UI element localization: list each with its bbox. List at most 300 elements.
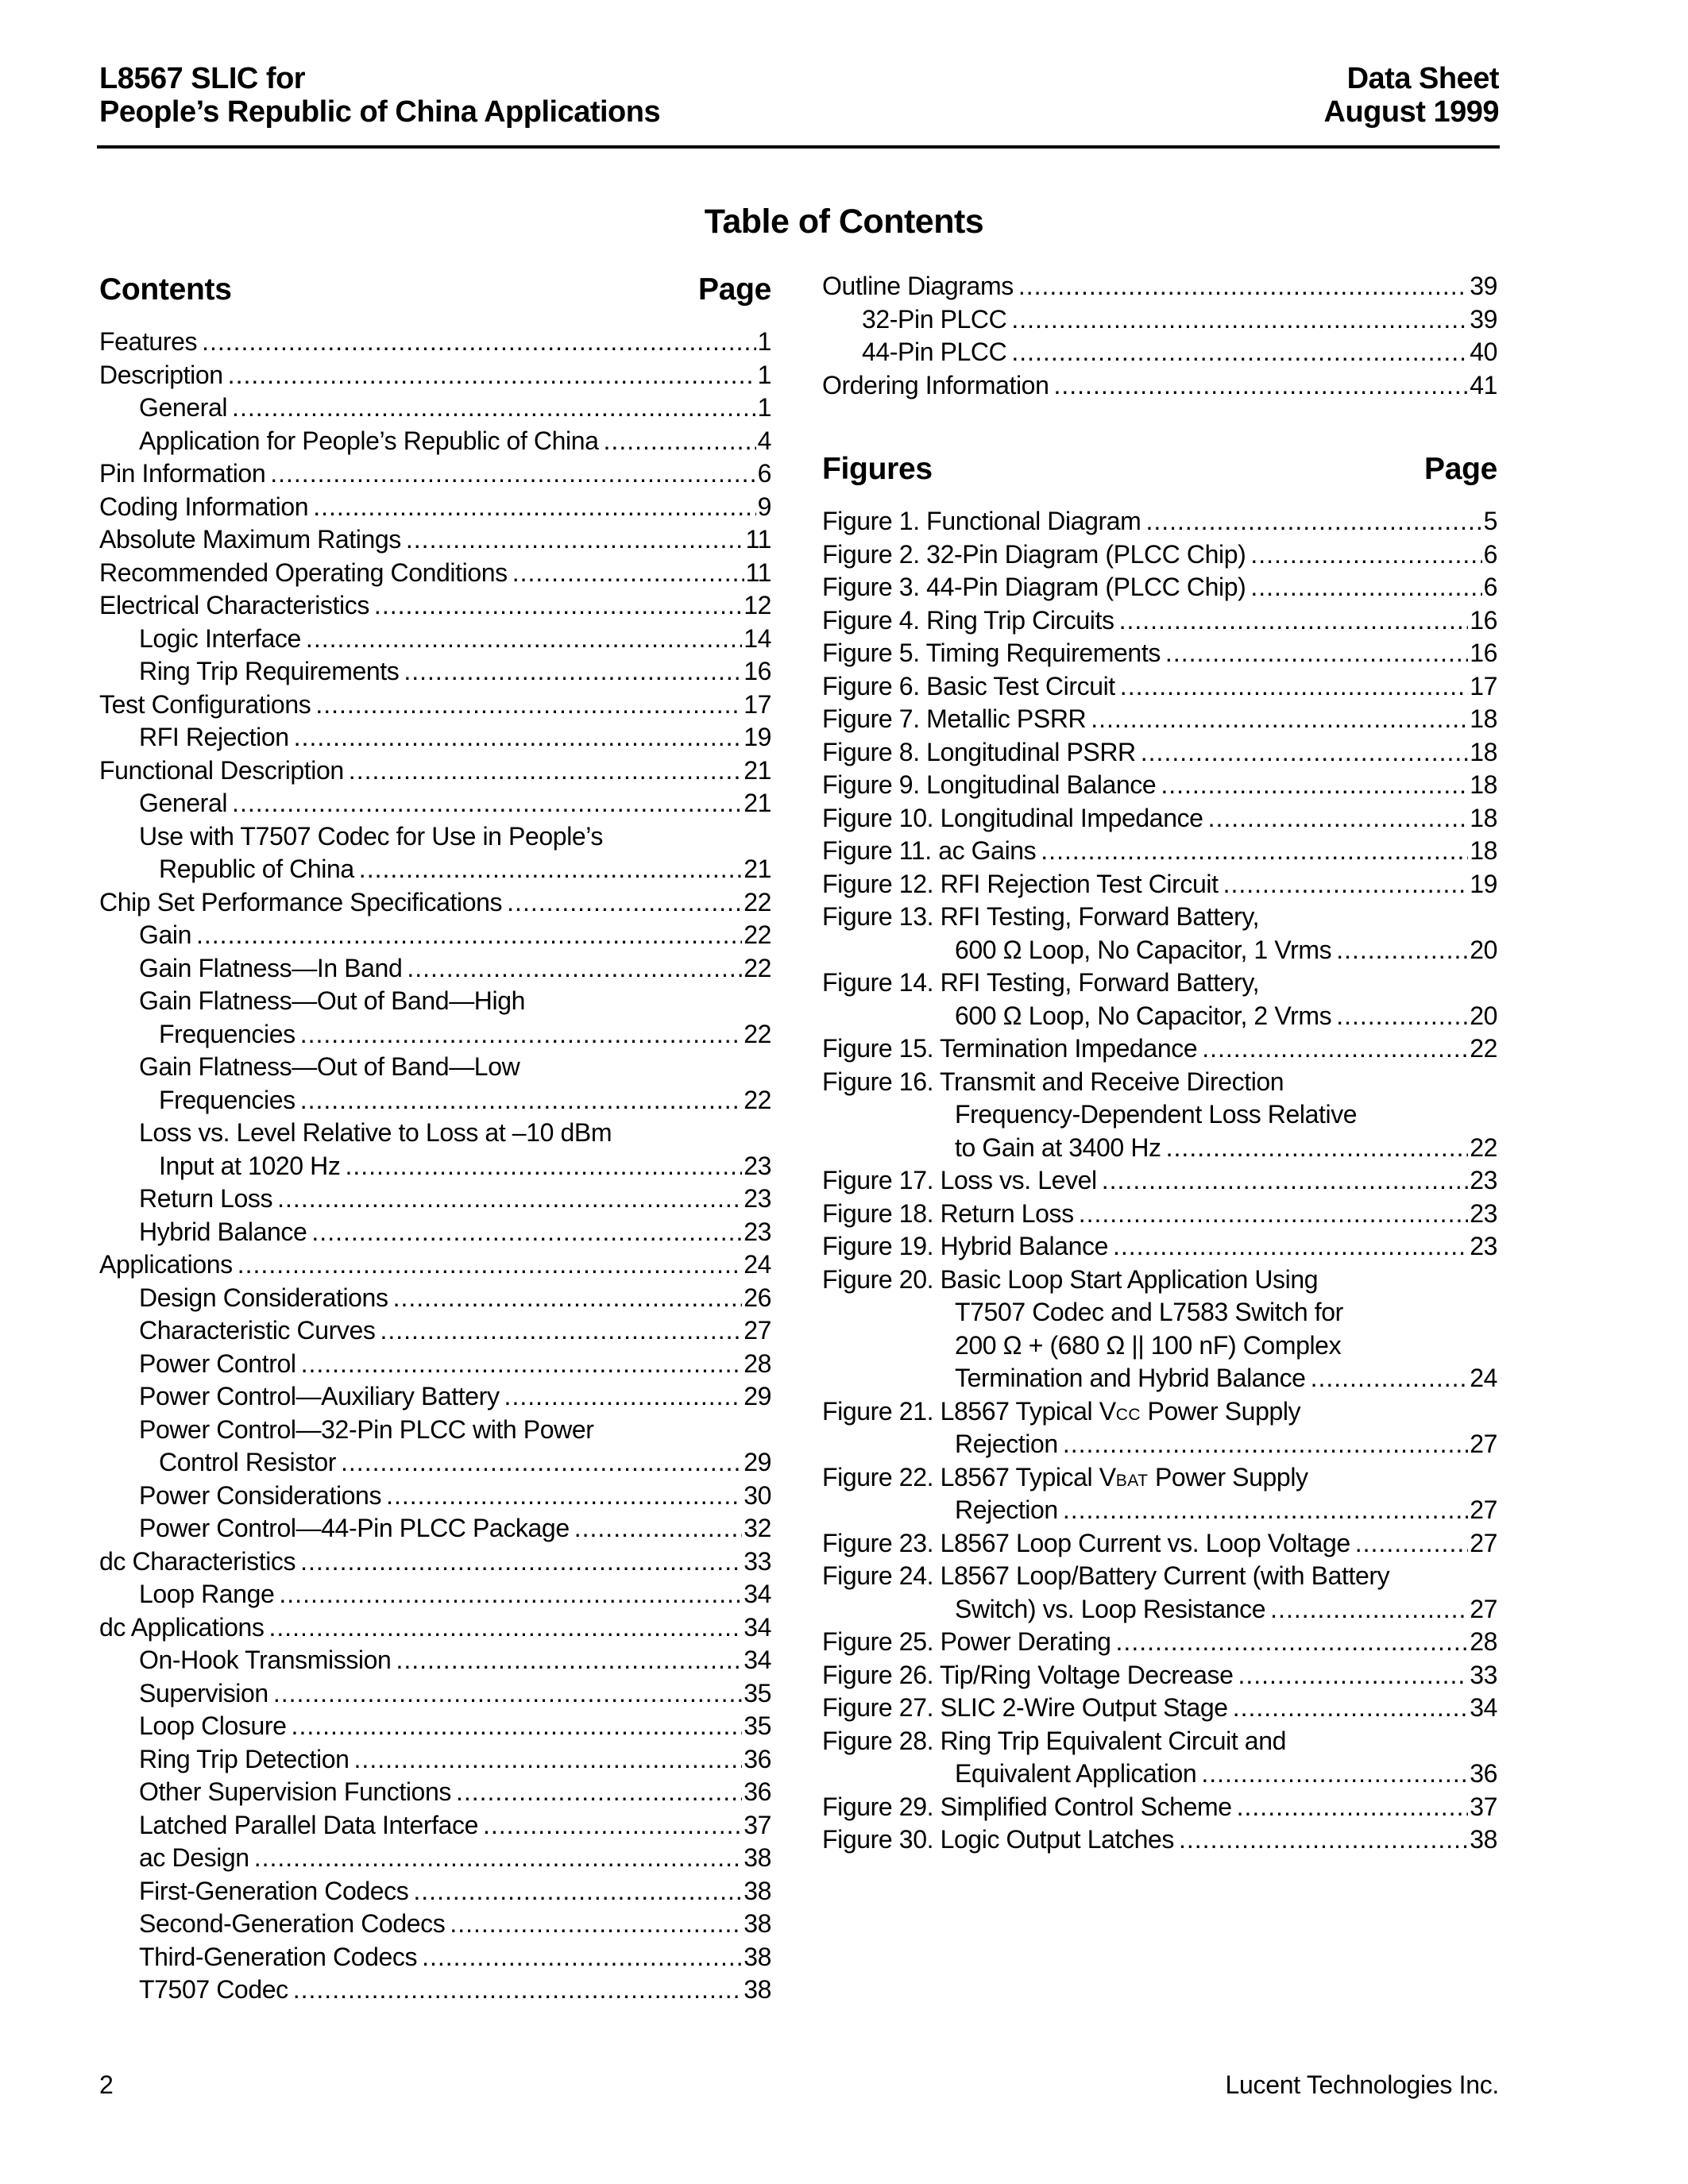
figure-entry[interactable] [822, 1000, 1497, 1033]
entry-page-number: 34 [1470, 1693, 1497, 1722]
entry-label: General [139, 789, 228, 817]
entry-page-number: 17 [1470, 671, 1497, 700]
entry-page-number: 11 [745, 525, 771, 554]
toc-entry[interactable] [99, 589, 771, 623]
toc-entry[interactable] [99, 1578, 771, 1611]
entry-label: Frequencies [159, 1019, 295, 1048]
toc-entry[interactable] [822, 369, 1497, 403]
toc-entry [99, 1117, 771, 1150]
dot-leader [279, 1578, 742, 1611]
dot-leader [268, 1611, 742, 1645]
entry-page-number: 36 [744, 1777, 771, 1806]
entry-label: Figure 17. Loss vs. Level [822, 1166, 1097, 1194]
toc-entry[interactable] [99, 1084, 771, 1117]
entry-label: Figure 3. 44-Pin Diagram (PLCC Chip) [822, 573, 1246, 601]
entry-page-number: 38 [744, 1975, 771, 2004]
figure-entry [822, 1725, 1497, 1758]
toc-entry [99, 985, 771, 1018]
entry-label: Figure 14. RFI Testing, Forward Battery, [822, 968, 1260, 997]
entry-label: Ring Trip Requirements [139, 657, 400, 685]
entry-label: Termination and Hybrid Balance [955, 1364, 1306, 1392]
toc-entry[interactable] [99, 1512, 771, 1545]
dot-leader [456, 1776, 742, 1809]
dot-leader [238, 1248, 742, 1282]
toc-entry[interactable] [99, 1776, 771, 1809]
entry-label: Power Control—44-Pin PLCC Package [139, 1514, 570, 1542]
entry-page-number: 21 [744, 789, 771, 817]
entry-page-number: 6 [1483, 573, 1497, 601]
figure-entry[interactable] [822, 1791, 1497, 1824]
figure-entry [822, 1264, 1497, 1297]
entry-label: Power Considerations [139, 1480, 382, 1510]
entry-label: Figure 8. Longitudinal PSRR [822, 737, 1136, 766]
entry-label: ac Design [139, 1843, 249, 1872]
entry-label: Rejection [955, 1495, 1058, 1524]
toc-entry[interactable] [99, 1908, 771, 1941]
toc-entry[interactable] [99, 1480, 771, 1513]
figure-entry[interactable] [822, 1494, 1497, 1527]
figure-entry[interactable] [822, 1428, 1497, 1461]
toc-entry[interactable] [99, 1611, 771, 1645]
dot-leader [404, 655, 742, 689]
toc-entry[interactable] [99, 1809, 771, 1843]
entry-page-number: 24 [1470, 1364, 1497, 1392]
toc-entry[interactable] [99, 1677, 771, 1711]
entry-label: Second-Generation Codecs [139, 1909, 446, 1938]
toc-entry[interactable] [99, 1248, 771, 1282]
figures-list [822, 505, 1497, 1857]
figure-entry[interactable] [822, 604, 1497, 638]
entry-page-number: 4 [757, 426, 771, 455]
toc-entry[interactable] [822, 336, 1497, 369]
toc-entry[interactable] [99, 952, 771, 986]
toc-entry[interactable] [99, 1282, 771, 1315]
entry-page-number: 20 [1470, 1001, 1497, 1030]
figure-entry[interactable] [822, 1198, 1497, 1231]
toc-entry[interactable] [99, 1710, 771, 1743]
dot-leader [1223, 868, 1469, 901]
entry-page-number: 23 [1470, 1232, 1497, 1260]
entry-page-number: 19 [1470, 869, 1497, 898]
dot-leader [1063, 1428, 1468, 1461]
dot-leader [1011, 336, 1468, 369]
entry-label: Control Resistor [159, 1448, 337, 1476]
entry-page-number: 33 [744, 1546, 771, 1576]
toc-entry[interactable] [99, 326, 771, 359]
entry-page-number: 37 [744, 1810, 771, 1839]
figure-entry[interactable] [822, 1032, 1497, 1066]
dot-leader [196, 919, 742, 952]
document-type: Data Sheet [1346, 62, 1499, 95]
dot-leader [574, 1512, 742, 1545]
dot-leader [311, 1216, 742, 1249]
entry-label: 600 Ω Loop, No Capacitor, 2 Vrms [955, 1001, 1332, 1030]
entry-label: Switch) vs. Loop Resistance [955, 1594, 1266, 1623]
entry-page-number: 22 [744, 953, 771, 982]
toc-entry[interactable] [99, 557, 771, 590]
entry-page-number: 22 [744, 887, 771, 916]
entry-label: Description [99, 360, 223, 389]
entry-page-number: 19 [744, 723, 771, 751]
toc-entry [99, 1051, 771, 1084]
page-title: Table of Contents [704, 203, 984, 241]
dot-leader [254, 1842, 743, 1875]
figures-column [822, 270, 1497, 1857]
toc-entry[interactable] [99, 425, 771, 458]
contents-column [99, 270, 771, 2007]
entry-label: Gain Flatness—In Band [139, 953, 403, 982]
figure-entry [822, 901, 1497, 934]
toc-entry[interactable] [99, 1842, 771, 1875]
page-number: 2 [99, 2070, 114, 2099]
figure-entry[interactable] [822, 1527, 1497, 1561]
dot-leader [294, 721, 743, 754]
toc-entry[interactable] [99, 1743, 771, 1777]
toc-entry[interactable] [99, 457, 771, 491]
entry-label: T7507 Codec [139, 1975, 288, 2004]
entry-page-number: 20 [1470, 935, 1497, 964]
entry-label: Logic Interface [139, 623, 301, 653]
toc-entry[interactable] [99, 721, 771, 754]
entry-page-number: 22 [1470, 1034, 1497, 1063]
toc-entry[interactable] [99, 754, 771, 788]
contents-heading [99, 270, 771, 310]
dot-leader [300, 1545, 742, 1579]
figure-entry[interactable] [822, 736, 1497, 770]
figures-heading [822, 450, 1497, 489]
dot-leader [1018, 270, 1468, 303]
figure-entry[interactable] [822, 1362, 1497, 1395]
entry-page-number: 23 [1470, 1166, 1497, 1194]
entry-label: Republic of China [159, 855, 354, 883]
figure-entry[interactable] [822, 835, 1497, 868]
entry-page-number: 38 [744, 1909, 771, 1938]
entry-label: Other Supervision Functions [139, 1777, 451, 1806]
toc-entry[interactable] [99, 919, 771, 952]
dot-leader [1179, 1823, 1468, 1857]
entry-label: General [139, 393, 228, 422]
entry-page-number: 36 [1470, 1759, 1497, 1788]
figure-entry [822, 1560, 1497, 1593]
entry-page-number: 36 [744, 1744, 771, 1773]
entry-page-number: 27 [1470, 1594, 1497, 1623]
entry-page-number: 14 [744, 623, 771, 653]
entry-page-number: 22 [744, 1085, 771, 1114]
dot-leader [1120, 670, 1468, 704]
entry-page-number: 9 [757, 492, 771, 521]
entry-page-number: 1 [757, 360, 771, 389]
toc-entry[interactable] [99, 787, 771, 820]
entry-label: 200 Ω + (680 Ω || 100 nF) Complex [955, 1330, 1342, 1360]
dot-leader [1355, 1527, 1468, 1561]
entry-label: Figure 2. 32-Pin Diagram (PLCC Chip) [822, 539, 1246, 569]
figure-entry[interactable] [822, 571, 1497, 604]
entry-page-number: 41 [1470, 370, 1497, 399]
figure-entry[interactable] [822, 1823, 1497, 1857]
figure-entry [822, 1329, 1497, 1363]
toc-entry[interactable] [99, 853, 771, 886]
entry-label: Recommended Operating Conditions [99, 558, 508, 587]
entry-label: Figure 7. Metallic PSRR [822, 704, 1087, 733]
dot-leader [300, 1084, 743, 1117]
header-divider [97, 145, 1500, 149]
dot-leader [1041, 835, 1468, 868]
entry-page-number: 29 [744, 1382, 771, 1410]
figure-entry[interactable] [822, 1692, 1497, 1725]
dot-leader [1091, 703, 1468, 736]
toc-entry[interactable] [822, 270, 1497, 303]
figure-entry[interactable] [822, 703, 1497, 736]
toc-entry[interactable] [99, 1314, 771, 1348]
entry-page-number: 38 [744, 1843, 771, 1872]
dot-leader [349, 754, 742, 788]
entry-label: to Gain at 3400 Hz [955, 1133, 1161, 1162]
toc-entry[interactable] [99, 1545, 771, 1579]
figure-entry[interactable] [822, 802, 1497, 835]
dot-leader [1161, 769, 1468, 802]
entry-page-number: 28 [744, 1349, 771, 1378]
figure-entry[interactable] [822, 1758, 1497, 1791]
entry-label: Frequency-Dependent Loss Relative [955, 1100, 1358, 1129]
figure-entry [822, 1098, 1497, 1132]
dot-leader [450, 1908, 742, 1941]
toc-entry[interactable] [99, 1216, 771, 1249]
toc-entry[interactable] [99, 491, 771, 524]
dot-leader [504, 1380, 743, 1414]
entry-page-number: 22 [744, 1019, 771, 1048]
entry-page-number: 39 [1470, 272, 1497, 300]
toc-entry[interactable] [99, 392, 771, 425]
entry-page-number: 23 [744, 1217, 771, 1246]
entry-page-number: 1 [757, 393, 771, 422]
entry-page-number: 18 [1470, 770, 1497, 799]
title-line-2: People’s Republic of China Applications [99, 95, 661, 129]
dot-leader [301, 1348, 743, 1381]
dot-leader [232, 392, 756, 425]
dot-leader [1202, 1032, 1468, 1066]
entry-page-number: 28 [1470, 1627, 1497, 1656]
toc-entry[interactable] [99, 1183, 771, 1216]
entry-label: Figure 21. L8567 Typical VCC Power Supply [822, 1396, 1301, 1426]
dot-leader [1311, 1362, 1469, 1395]
entry-label: Outline Diagrams [822, 272, 1014, 300]
dot-leader [306, 623, 742, 656]
entry-label: Loop Range [139, 1580, 275, 1608]
figure-entry [822, 1066, 1497, 1099]
figures-heading-label: Figures [822, 452, 933, 486]
entry-label: 32-Pin PLCC [862, 304, 1007, 334]
figure-entry [822, 967, 1497, 1000]
document-title [99, 62, 660, 129]
figure-entry[interactable] [822, 769, 1497, 802]
entry-page-number: 29 [744, 1448, 771, 1476]
dot-leader [1102, 1164, 1468, 1198]
title-line-1: L8567 SLIC for [99, 62, 306, 95]
dot-leader [292, 1710, 743, 1743]
entry-label: Features [99, 327, 198, 356]
entry-label: Gain [139, 920, 191, 949]
figure-entry[interactable] [822, 1626, 1497, 1659]
entry-label: Functional Description [99, 755, 344, 785]
contents-page-heading: Page [697, 272, 771, 307]
entry-page-number: 37 [1470, 1792, 1497, 1821]
entry-page-number: 39 [1470, 304, 1497, 334]
toc-entry[interactable] [99, 1644, 771, 1677]
entry-page-number: 6 [757, 459, 771, 488]
toc-entry[interactable] [99, 1974, 771, 2007]
entry-label: Power Control—Auxiliary Battery [139, 1382, 500, 1410]
entry-page-number: 12 [744, 591, 771, 619]
entry-page-number: 27 [744, 1316, 771, 1345]
entry-page-number: 24 [744, 1250, 771, 1279]
toc-entry [99, 1414, 771, 1447]
entry-label: Applications [99, 1250, 233, 1279]
entry-label: Figure 22. L8567 Typical VBAT Power Supply [822, 1462, 1308, 1491]
dot-leader [341, 1446, 742, 1480]
dot-leader [1250, 571, 1481, 604]
dot-leader [228, 359, 756, 392]
toc-entry[interactable] [99, 655, 771, 689]
entry-label: Test Configurations [99, 689, 311, 719]
toc-entry[interactable] [99, 623, 771, 656]
entry-label: Rejection [955, 1430, 1058, 1458]
dot-leader [1208, 802, 1469, 835]
dot-leader [1119, 604, 1469, 638]
entry-label: Input at 1020 Hz [159, 1151, 341, 1180]
entry-label: Electrical Characteristics [99, 591, 369, 619]
entry-page-number: 34 [744, 1646, 771, 1674]
toc-entry[interactable] [99, 1348, 771, 1381]
entry-page-number: 21 [744, 855, 771, 883]
entry-page-number: 6 [1483, 539, 1497, 569]
dot-leader [380, 1314, 742, 1348]
figure-entry[interactable] [822, 1132, 1497, 1165]
entry-page-number: 27 [1470, 1495, 1497, 1524]
dot-leader [313, 491, 755, 524]
dot-leader [202, 326, 756, 359]
entry-page-number: 22 [1470, 1133, 1497, 1162]
entry-page-number: 22 [744, 920, 771, 949]
entry-label: Pin Information [99, 459, 266, 488]
entry-label: RFI Rejection [139, 723, 289, 751]
entry-label: Application for People’s Republic of China [139, 426, 599, 455]
entry-label: Characteristic Curves [139, 1316, 376, 1345]
toc-entry[interactable] [99, 886, 771, 920]
toc-entry[interactable] [99, 689, 771, 722]
entry-page-number: 16 [1470, 639, 1497, 667]
entry-page-number: 11 [745, 558, 771, 587]
entry-page-number: 23 [744, 1184, 771, 1213]
entry-label: Figure 10. Longitudinal Impedance [822, 803, 1203, 832]
figure-entry[interactable] [822, 1230, 1497, 1264]
dot-leader [393, 1282, 743, 1315]
figure-entry[interactable] [822, 505, 1497, 538]
toc-entry[interactable] [99, 1018, 771, 1051]
figure-entry[interactable] [822, 637, 1497, 670]
entry-label: dc Applications [99, 1612, 265, 1642]
contents-list [99, 326, 771, 2007]
toc-entry[interactable] [99, 359, 771, 392]
entry-label: Figure 30. Logic Output Latches [822, 1825, 1174, 1854]
entry-page-number: 35 [744, 1678, 771, 1707]
dot-leader [232, 787, 742, 820]
figure-entry[interactable] [822, 868, 1497, 901]
dot-leader [270, 457, 755, 491]
entry-page-number: 18 [1470, 704, 1497, 733]
entry-page-number: 1 [757, 327, 771, 356]
toc-entry[interactable] [822, 303, 1497, 337]
dot-leader [1053, 369, 1468, 403]
entry-label: 600 Ω Loop, No Capacitor, 1 Vrms [955, 935, 1332, 964]
contents-heading-label: Contents [99, 272, 232, 307]
entry-label: Loss vs. Level Relative to Loss at –10 dBm [139, 1118, 612, 1147]
entry-page-number: 38 [1470, 1825, 1497, 1854]
dot-leader [1233, 1692, 1469, 1725]
dot-leader [1113, 1230, 1468, 1264]
toc-entry[interactable] [99, 1446, 771, 1480]
entry-page-number: 34 [744, 1612, 771, 1642]
entry-label: Figure 5. Timing Requirements [822, 639, 1161, 667]
entry-label: Hybrid Balance [139, 1217, 307, 1246]
entry-label: Figure 15. Termination Impedance [822, 1034, 1198, 1063]
entry-label: Figure 13. RFI Testing, Forward Battery, [822, 902, 1260, 931]
toc-entry[interactable] [99, 523, 771, 557]
dot-leader [422, 1941, 742, 1974]
entry-label: Figure 28. Ring Trip Equivalent Circuit and [822, 1726, 1286, 1755]
dot-leader [507, 886, 742, 920]
figure-entry[interactable] [822, 1659, 1497, 1692]
toc-entry [99, 820, 771, 854]
figure-entry[interactable] [822, 670, 1497, 704]
figure-entry[interactable] [822, 538, 1497, 572]
dot-leader [604, 425, 756, 458]
toc-entry[interactable] [99, 1380, 771, 1414]
dot-leader [512, 557, 744, 590]
entry-label: Figure 9. Longitudinal Balance [822, 770, 1157, 799]
toc-entry[interactable] [99, 1875, 771, 1908]
dot-leader [354, 1743, 743, 1777]
entry-label: Figure 4. Ring Trip Circuits [822, 605, 1114, 635]
entry-page-number: 38 [744, 1942, 771, 1971]
entry-label: dc Characteristics [99, 1546, 296, 1576]
entry-label: Return Loss [139, 1184, 273, 1213]
figure-entry[interactable] [822, 1593, 1497, 1626]
figure-entry[interactable] [822, 1164, 1497, 1198]
dot-leader [483, 1809, 742, 1843]
figure-entry[interactable] [822, 934, 1497, 967]
entry-label: Absolute Maximum Ratings [99, 525, 401, 554]
dot-leader [1011, 303, 1468, 337]
figure-entry [822, 1296, 1497, 1329]
dot-leader [1079, 1198, 1469, 1231]
entry-label: Gain Flatness—Out of Band—Low [139, 1052, 520, 1081]
entry-label: Figure 6. Basic Test Circuit [822, 671, 1115, 700]
figure-entry [822, 1461, 1497, 1495]
entry-label: T7507 Codec and L7583 Switch for [955, 1298, 1343, 1326]
entry-page-number: 18 [1470, 737, 1497, 766]
entry-page-number: 18 [1470, 803, 1497, 832]
entry-page-number: 21 [744, 755, 771, 785]
entry-label: Use with T7507 Codec for Use in People’s [139, 821, 604, 851]
dot-leader [300, 1018, 743, 1051]
document-meta [1324, 62, 1499, 129]
dot-leader [406, 523, 744, 557]
entry-label: Figure 18. Return Loss [822, 1198, 1074, 1228]
toc-entry[interactable] [99, 1941, 771, 1974]
dot-leader [1141, 736, 1468, 770]
dot-leader [413, 1875, 742, 1908]
toc-entry[interactable] [99, 1150, 771, 1183]
